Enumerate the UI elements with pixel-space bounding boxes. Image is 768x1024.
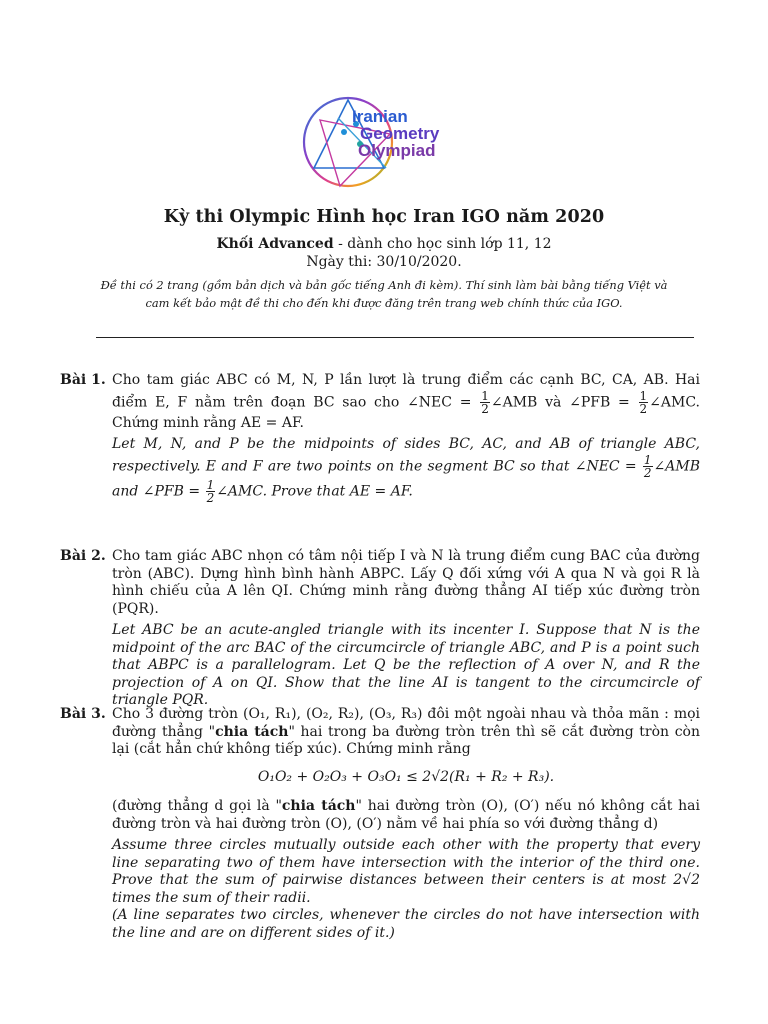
- problem-3-label: Bài 3.: [60, 706, 106, 722]
- problem-1-english: Let M, N, and P be the midpoints of sides BC, AC, and AB of triangle ABC, respectively. E and F are two points on the segment BC so that ∠NEC = $\frac{1}{2}$ ∠AMB and ∠PFB = $\frac{1}{2}$ ∠AMC. Prove that AE = AF.: [112, 436, 700, 505]
- igo-logo: [300, 94, 470, 194]
- problem-3-english: Assume three circles mutually outside each other with the property that every line separating two of them have intersection with the interior of the third one. Prove that the sum of pairwise distances between their centers is at most 2√2 times the sum of their radii.: [112, 837, 700, 906]
- note-line-2: cam kết bảo mật đề thi cho đến khi được đăng trên trang web chính thức của IGO.: [145, 296, 623, 310]
- problem-1-label: Bài 1.: [60, 372, 106, 388]
- logo-text-olympiad: Olympiad: [358, 141, 436, 160]
- audience: - dành cho học sinh lớp 11, 12: [333, 236, 552, 252]
- problem-3-formula: O₁O₂ + O₂O₃ + O₃O₁ ≤ 2√2(R₁ + R₂ + R₃).: [257, 768, 555, 785]
- problem-2-vietnamese: Cho tam giác ABC nhọn có tâm nội tiếp I và N là trung điểm cung BAC của đường tròn (ABC). Dựng hình bình hành ABPC. Lấy Q đối xứng với A qua N và gọi R là hình chiếu của A lên QI. Chứng minh rằng đường thẳng AI tiếp xúc đường tròn (PQR).: [112, 548, 700, 617]
- logo-text-geometry: Geometry: [360, 124, 440, 143]
- problem-2: [60, 548, 700, 714]
- fraction-half: $\frac{1}{2}$: [643, 452, 652, 480]
- problem-1: [60, 372, 700, 508]
- problem-2-label: Bài 2.: [60, 548, 106, 564]
- exam-note: [0, 276, 768, 312]
- note-line-1: Đề thi có 2 trang (gồm bản dịch và bản gốc tiếng Anh đi kèm). Thí sinh làm bài bằng tiếng Việt và: [100, 278, 668, 292]
- problem-3-english-note: (A line separates two circles, whenever the circles do not have intersection with the line and are on different sides of it.): [112, 907, 700, 941]
- bold-term: chia tách: [215, 723, 289, 740]
- problem-3-vietnamese: Cho 3 đường tròn (O₁, R₁), (O₂, R₂), (O₃, R₃) đôi một ngoài nhau và thỏa mãn : mọi đường thẳng "chia tách" hai trong ba đường tròn trên thì sẽ cắt đường tròn còn lại (cắt hẳn chứ không tiếp xúc). Chứng minh rằng: [112, 706, 700, 757]
- problem-1-vietnamese: Cho tam giác ABC có M, N, P lần lượt là trung điểm các cạnh BC, CA, AB. Hai điểm E, F nằm trên đoạn BC sao cho ∠NEC = $\frac{1}{2}$ ∠AMB và ∠PFB = $\frac{1}{2}$ ∠AMC. Chứng minh rằng AE = AF.: [112, 372, 701, 431]
- fraction-half: $\frac{1}{2}$: [481, 388, 489, 416]
- level-line: [0, 236, 768, 252]
- problem-3-definition: (đường thẳng d gọi là "chia tách" hai đường tròn (O), (O′) nếu nó không cắt hai đường tròn và hai đường tròn (O), (O′) nằm về hai phía so với đường thẳng d): [112, 798, 700, 832]
- page-title: Kỳ thi Olympic Hình học Iran IGO năm 2020: [163, 207, 605, 227]
- logo-text-iranian: Iranian: [352, 107, 408, 126]
- level-name: Khối Advanced: [216, 236, 334, 252]
- exam-date: Ngày thi: 30/10/2020.: [306, 254, 462, 270]
- problem-3: [60, 706, 700, 946]
- divider: [96, 337, 694, 338]
- bold-term: chia tách: [281, 798, 356, 814]
- fraction-half: $\frac{1}{2}$: [639, 388, 648, 416]
- problem-2-english: Let ABC be an acute-angled triangle with its incenter I. Suppose that N is the midpoint of the arc BAC of the circumcircle of triangle ABC, and P is a point such that ABPC is a parallelogram. Let Q be the reflection of A over N, and R the projection of A on QI. Show that the line AI is tangent to the circumcircle of triangle PQR.: [112, 622, 700, 708]
- fraction-half: $\frac{1}{2}$: [206, 477, 215, 505]
